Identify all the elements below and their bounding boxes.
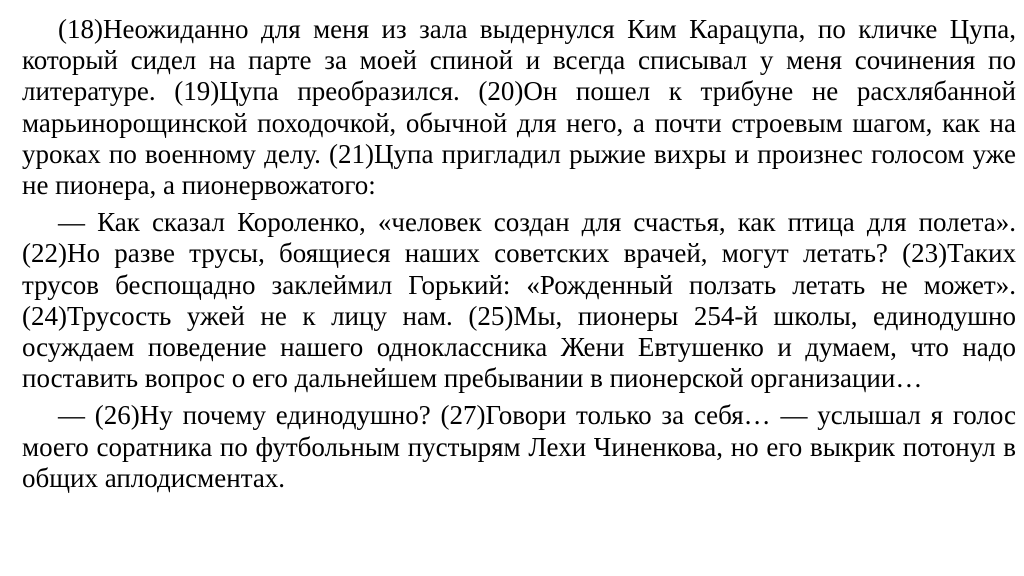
document-page: [22, 14, 1016, 500]
paragraph-3: — (26)Ну почему единодушно? (27)Говори только за себя… — услышал я голос моего соратника по футбольным пустырям Лехи Чиненкова, но его выкрик потонул в общих аплодисментах.: [22, 400, 1016, 493]
paragraph-2: — Как сказал Короленко, «человек создан для счастья, как птица для полета». (22)Но разве трусы, боящиеся наших советских врачей, могут летать? (23)Таких трусов беспощадно заклеймил Горький: «Рожденный ползать летать не может». (24)Трусость ужей не к лицу нам. (25)Мы, пионеры 254-й школы, единодушно осуждаем поведение нашего одноклассника Жени Евтушенко и думаем, что надо поставить вопрос о его дальнейшем пребывании в пионерской организации…: [22, 207, 1016, 394]
paragraph-1: (18)Неожиданно для меня из зала выдернулся Ким Карацупа, по кличке Цупа, который сидел на парте за моей спиной и всегда списывал у меня сочинения по литературе. (19)Цупа преобразился. (20)Он пошел к трибуне не расхлябанной марьинорощинской походочкой, обычной для него, а почти строевым шагом, как на уроках по военному делу. (21)Цупа пригладил рыжие вихры и произнес голосом уже не пионера, а пионервожатого:: [22, 14, 1016, 201]
